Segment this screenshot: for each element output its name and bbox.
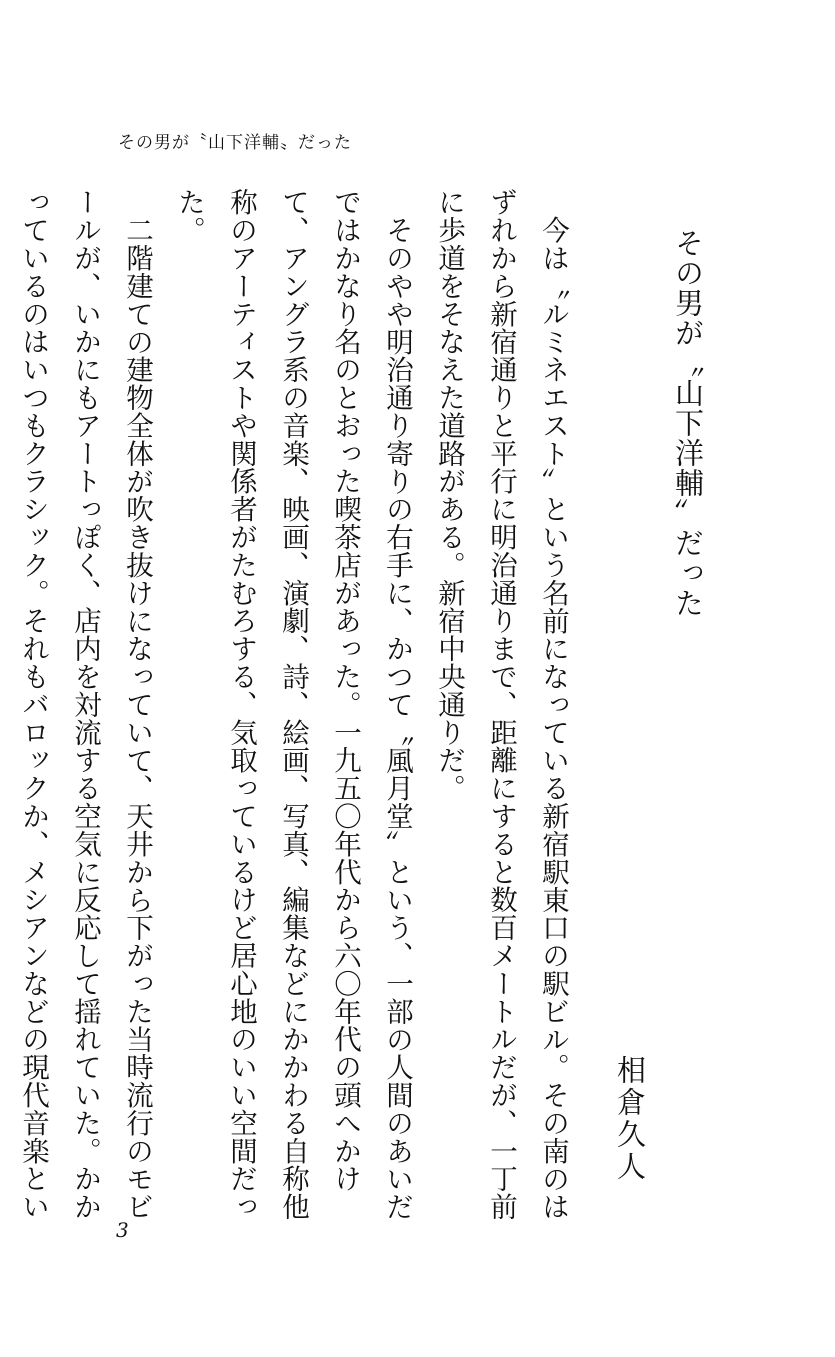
vertical-text-page [17,188,717,1228]
paragraph: 二階建ての建物全体が吹き抜けになっていて、天井から下がった当時流行のモビールが、いかにもアートっぽく、店内を対流する空気に反応して揺れていた。かかっているのはいつもクラシック。それもバロックか、メシアンなどの現代音楽とい [17,188,153,1221]
page-number: 3 [116,1218,129,1242]
title-spacer [579,188,601,1228]
paragraph: そのやや明治通り寄りの右手に、かつて〝風月堂〟という、一部の人間のあいだではかなり名のとおった喫茶店があった。一九五〇年代から六〇年代の頭へかけて、アングラ系の音楽、映画、演劇、詩、絵画、写真、編集などにかかわる自称他称のアーティストや関係者がたむろする、気取っているけど居心地のいい空間だった。 [173,188,413,1221]
chapter-title: その男が〝山下洋輔〟だった [671,228,705,618]
paragraph: 今は〝ルミネエスト〟という名前になっている新宿駅東口の駅ビル。その南のはずれから新宿通りと平行に明治通りまで、距離にすると数百メートルだが、一丁前に歩道をそなえた道路がある。新宿中央通りだ。 [433,188,569,1221]
running-head: その男が〝山下洋輔〟だった [118,133,352,153]
chapter-author: 相倉久人 [613,1055,647,1183]
body-text [0,188,579,1228]
